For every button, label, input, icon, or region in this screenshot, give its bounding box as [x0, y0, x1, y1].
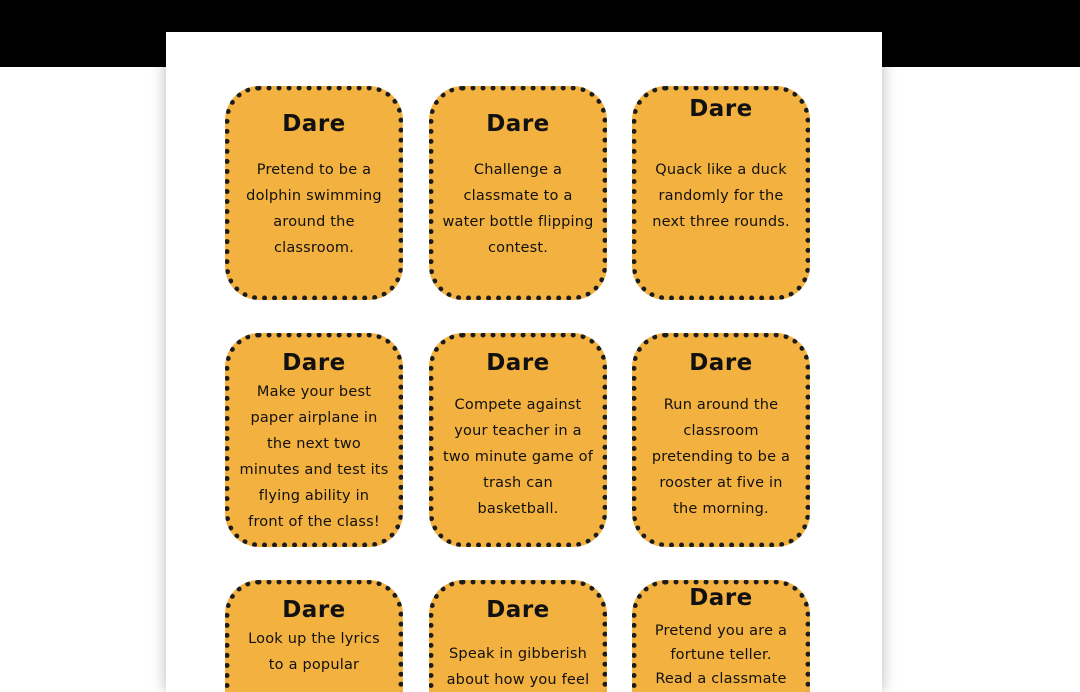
card-text-line: Pretend you are a	[654, 623, 788, 639]
card-title: Dare	[282, 597, 346, 623]
card-text-line: Compete against	[454, 397, 582, 413]
card-text-line: water bottle flipping	[442, 214, 594, 230]
card-title: Dare	[486, 350, 550, 376]
card-text-line: Run around the	[663, 397, 779, 413]
card-title: Dare	[689, 350, 753, 376]
card-text-line: Quack like a duck	[655, 162, 787, 178]
card-text-line: classmate to a	[463, 188, 573, 204]
card-text-line: contest.	[487, 240, 549, 256]
dare-card	[225, 333, 403, 547]
card-title: Dare	[486, 111, 550, 137]
card-title: Dare	[282, 111, 346, 137]
card-text-line: Pretend to be a	[256, 162, 372, 178]
card-title: Dare	[689, 585, 753, 611]
card-text-line: front of the class!	[248, 514, 380, 530]
card-text-line: Look up the lyrics	[248, 631, 380, 647]
dare-card	[632, 580, 810, 692]
card-text-line: classroom	[683, 423, 759, 439]
card-title: Dare	[689, 96, 753, 122]
card-text-line: about how you feel	[446, 672, 590, 688]
card-text-line: two minute game of	[442, 449, 594, 465]
card-title: Dare	[282, 350, 346, 376]
card-text-line: Speak in gibberish	[449, 646, 587, 662]
card-text-line: minutes and test its	[239, 462, 389, 478]
dare-card	[632, 333, 810, 547]
dare-card	[632, 86, 810, 300]
card-text-line: Make your best	[256, 384, 372, 400]
card-text-line: flying ability in	[258, 488, 370, 504]
card-text-line: fortune teller.	[670, 647, 772, 663]
card-text-line: paper airplane in	[250, 410, 378, 426]
card-text-line: the morning.	[673, 501, 769, 517]
card-text-line: classroom.	[273, 240, 355, 256]
dare-card	[429, 86, 607, 300]
dare-card	[225, 86, 403, 300]
card-text-line: pretending to be a	[651, 449, 791, 465]
card-text-line: Challenge a	[473, 162, 563, 178]
document-page	[166, 32, 882, 692]
card-text-line: your teacher in a	[454, 423, 582, 439]
card-text-line: around the	[273, 214, 355, 230]
card-text-line: to a popular	[268, 657, 360, 673]
card-text-line: trash can	[483, 475, 553, 491]
card-text-line: next three rounds.	[652, 214, 790, 230]
dare-card	[225, 580, 403, 692]
dare-card	[429, 580, 607, 692]
dare-card	[429, 333, 607, 547]
card-text-line: rooster at five in	[659, 475, 783, 491]
card-title: Dare	[486, 597, 550, 623]
card-text-line: randomly for the	[658, 188, 784, 204]
card-text-line: dolphin swimming	[246, 188, 382, 204]
card-text-line: the next two	[267, 436, 361, 452]
card-text-line: basketball.	[477, 501, 559, 517]
card-text-line: Read a classmate	[655, 671, 787, 687]
